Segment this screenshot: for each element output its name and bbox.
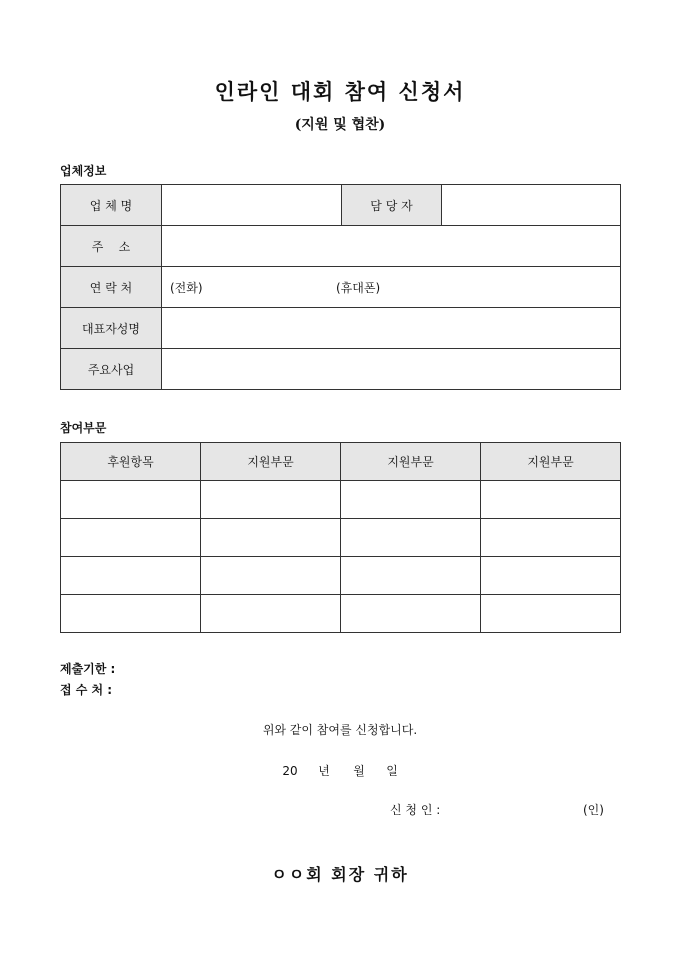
- participation-heading: 참여부문: [60, 421, 107, 435]
- table-cell[interactable]: [61, 557, 201, 595]
- application-statement: 위와 같이 참여를 신청합니다.: [262, 723, 418, 737]
- date-year: 20: [282, 764, 298, 778]
- table-cell[interactable]: [481, 595, 621, 633]
- business-row: [61, 349, 621, 390]
- table-row: [61, 481, 621, 519]
- table-cell[interactable]: [201, 595, 341, 633]
- phone-label: 연 락 처: [61, 267, 162, 308]
- mobile-placeholder: (휴대폰): [336, 280, 381, 295]
- table-row: [61, 595, 621, 633]
- table-cell[interactable]: [481, 481, 621, 519]
- phone-placeholder: (전화): [170, 280, 203, 295]
- table-cell[interactable]: [341, 519, 481, 557]
- date-line: [0, 762, 680, 779]
- company-name-field[interactable]: [162, 185, 342, 226]
- company-name-label: 업 체 명: [61, 185, 162, 226]
- address-field[interactable]: [162, 226, 621, 267]
- representative-field[interactable]: [162, 308, 621, 349]
- table-cell[interactable]: [341, 557, 481, 595]
- column-header-support-3: 지원부문: [481, 443, 621, 481]
- business-field[interactable]: [162, 349, 621, 390]
- participation-header-row: [61, 443, 621, 481]
- date-day-unit: 일: [386, 764, 398, 778]
- date-month-unit: 월: [353, 764, 365, 778]
- company-info-table: [60, 184, 621, 390]
- table-row: [61, 557, 621, 595]
- table-cell[interactable]: [201, 519, 341, 557]
- table-cell[interactable]: [61, 595, 201, 633]
- form-title: 인라인 대회 참여 신청서: [214, 79, 466, 104]
- address-row: [61, 226, 621, 267]
- company-info-heading: 업체정보: [60, 164, 107, 178]
- contact-person-label: 담 당 자: [342, 185, 442, 226]
- table-cell[interactable]: [201, 481, 341, 519]
- table-row: [61, 519, 621, 557]
- receipt-label: 접 수 처 :: [60, 683, 113, 697]
- participation-table: [60, 442, 621, 633]
- applicant-label: 신 청 인 :: [390, 803, 441, 817]
- table-cell[interactable]: [61, 519, 201, 557]
- representative-row: [61, 308, 621, 349]
- table-cell[interactable]: [341, 481, 481, 519]
- table-cell[interactable]: [481, 557, 621, 595]
- seal-label: (인): [583, 803, 604, 817]
- date-year-unit: 년: [318, 764, 330, 778]
- company-name-row: [61, 185, 621, 226]
- column-header-sponsor-item: 후원항목: [61, 443, 201, 481]
- business-label: 주요사업: [61, 349, 162, 390]
- table-cell[interactable]: [341, 595, 481, 633]
- closing-recipient: ㅇㅇ회 회장 귀하: [271, 865, 409, 884]
- column-header-support-2: 지원부문: [341, 443, 481, 481]
- table-cell[interactable]: [61, 481, 201, 519]
- column-header-support-1: 지원부문: [201, 443, 341, 481]
- contact-person-field[interactable]: [442, 185, 621, 226]
- representative-label: 대표자성명: [61, 308, 162, 349]
- table-cell[interactable]: [201, 557, 341, 595]
- address-label: 주 소: [61, 226, 162, 267]
- table-cell[interactable]: [481, 519, 621, 557]
- deadline-label: 제출기한 :: [60, 662, 116, 676]
- phone-row: [61, 267, 621, 308]
- form-subtitle: (지원 및 협찬): [294, 117, 386, 133]
- phone-field[interactable]: [162, 267, 621, 308]
